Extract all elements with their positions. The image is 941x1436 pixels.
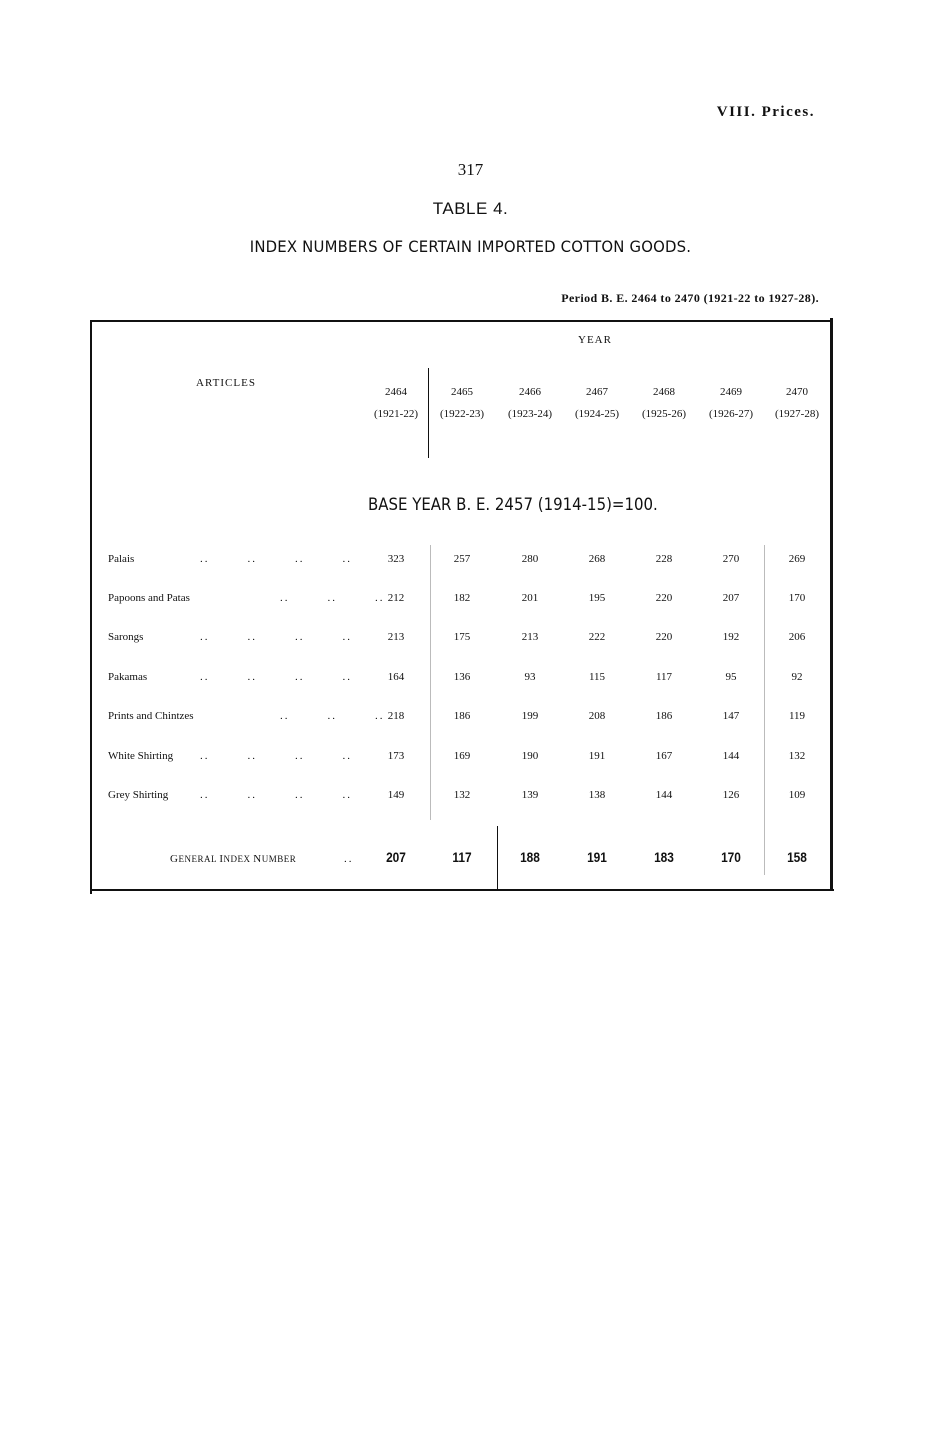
table-cell: 182 <box>453 592 471 604</box>
table-cell: 190 <box>521 750 539 762</box>
general-index-label: GENERAL INDEX NUMBER <box>170 853 297 865</box>
table-cell: 186 <box>655 710 673 722</box>
table-cell: 257 <box>453 553 471 565</box>
table-cell: 213 <box>521 631 539 643</box>
row-leader-dots: .. .. .. .. <box>200 789 352 801</box>
section-header: VIII. Prices. <box>716 104 815 120</box>
table-cell: 280 <box>521 553 539 565</box>
table-cell: 191 <box>588 750 606 762</box>
table-cell: 222 <box>588 631 606 643</box>
year-header: YEAR <box>578 334 612 346</box>
general-index-leader: .. <box>344 853 354 865</box>
row-leader-dots: .. .. .. <box>280 592 385 604</box>
table-cell: 206 <box>788 631 806 643</box>
row-leader-dots: .. .. .. .. <box>200 750 352 762</box>
table-cell: 115 <box>588 671 606 683</box>
year-column-header: 2466 (1923-24) <box>508 386 552 420</box>
base-year-note: BASE YEAR B. E. 2457 (1914-15)=100. <box>368 495 658 515</box>
general-index-cell: 191 <box>587 849 607 865</box>
table-cell: 119 <box>788 710 806 722</box>
table-cell: 268 <box>588 553 606 565</box>
row-leader-dots: .. .. .. .. <box>200 631 352 643</box>
row-article-label: Prints and Chintzes <box>108 710 194 722</box>
row-article-label: Palais <box>108 553 135 565</box>
year-column-header: 2468 (1925-26) <box>642 386 686 420</box>
table-cell: 269 <box>788 553 806 565</box>
table-cell: 220 <box>655 631 673 643</box>
row-article-label: White Shirting <box>108 750 174 762</box>
table-cell: 139 <box>521 789 539 801</box>
table-cell: 126 <box>722 789 740 801</box>
table-cell: 213 <box>387 631 405 643</box>
table-cell: 207 <box>722 592 740 604</box>
table-cell: 132 <box>788 750 806 762</box>
row-article-label: Grey Shirting <box>108 789 169 801</box>
year-column-header: 2464 (1921-22) <box>374 386 418 420</box>
table-cell: 199 <box>521 710 539 722</box>
table-cell: 95 <box>725 671 737 683</box>
general-index-cell: 170 <box>721 849 741 865</box>
table-cell: 201 <box>521 592 539 604</box>
table-cell: 92 <box>791 671 803 683</box>
table-label: TABLE 4. <box>432 199 509 218</box>
table-cell: 323 <box>387 553 405 565</box>
table-cell: 218 <box>387 710 405 722</box>
table-cell: 186 <box>453 710 471 722</box>
year-column-header: 2469 (1926-27) <box>709 386 753 420</box>
articles-header: ARTICLES <box>196 377 256 389</box>
period-subtitle: Period B. E. 2464 to 2470 (1921-22 to 1927-28). <box>561 291 819 305</box>
table-cell: 149 <box>387 789 405 801</box>
year-column-header: 2470 (1927-28) <box>775 386 819 420</box>
table-cell: 144 <box>722 750 740 762</box>
year-column-header: 2465 (1922-23) <box>440 386 484 420</box>
row-leader-dots: .. .. .. .. <box>200 553 352 565</box>
general-index-cell: 188 <box>520 849 540 865</box>
table-cell: 192 <box>722 631 740 643</box>
year-column-header: 2467 (1924-25) <box>575 386 619 420</box>
general-index-cell: 183 <box>654 849 674 865</box>
table-cell: 228 <box>655 553 673 565</box>
page-number: 317 <box>457 160 484 179</box>
table-cell: 117 <box>655 671 673 683</box>
row-article-label: Papoons and Patas <box>108 592 190 604</box>
table-cell: 270 <box>722 553 740 565</box>
table-cell: 147 <box>722 710 740 722</box>
table-cell: 170 <box>788 592 806 604</box>
general-index-cell: 158 <box>787 849 807 865</box>
table-left-rule <box>90 322 92 894</box>
table-cell: 220 <box>655 592 673 604</box>
table-cell: 109 <box>788 789 806 801</box>
table-cell: 173 <box>387 750 405 762</box>
table-right-rule <box>830 318 833 890</box>
table-cell: 136 <box>453 671 471 683</box>
table-cell: 138 <box>588 789 606 801</box>
column-rule <box>497 826 498 890</box>
table-cell: 195 <box>588 592 606 604</box>
row-leader-dots: .. .. .. .. <box>200 671 352 683</box>
table-cell: 212 <box>387 592 405 604</box>
table-title: INDEX NUMBERS OF CERTAIN IMPORTED COTTON GOODS. <box>249 237 692 256</box>
row-leader-dots: .. .. .. <box>280 710 385 722</box>
table-top-rule <box>90 320 832 322</box>
row-article-label: Sarongs <box>108 631 144 643</box>
table-cell: 93 <box>524 671 536 683</box>
table-cell: 164 <box>387 671 405 683</box>
table-cell: 208 <box>588 710 606 722</box>
general-index-cell: 207 <box>386 849 406 865</box>
table-cell: 132 <box>453 789 471 801</box>
table-cell: 175 <box>453 631 471 643</box>
row-article-label: Pakamas <box>108 671 148 683</box>
general-index-cell: 117 <box>452 849 472 865</box>
table-cell: 169 <box>453 750 471 762</box>
table-cell: 144 <box>655 789 673 801</box>
table-cell: 167 <box>655 750 673 762</box>
table-bottom-rule <box>92 889 834 891</box>
